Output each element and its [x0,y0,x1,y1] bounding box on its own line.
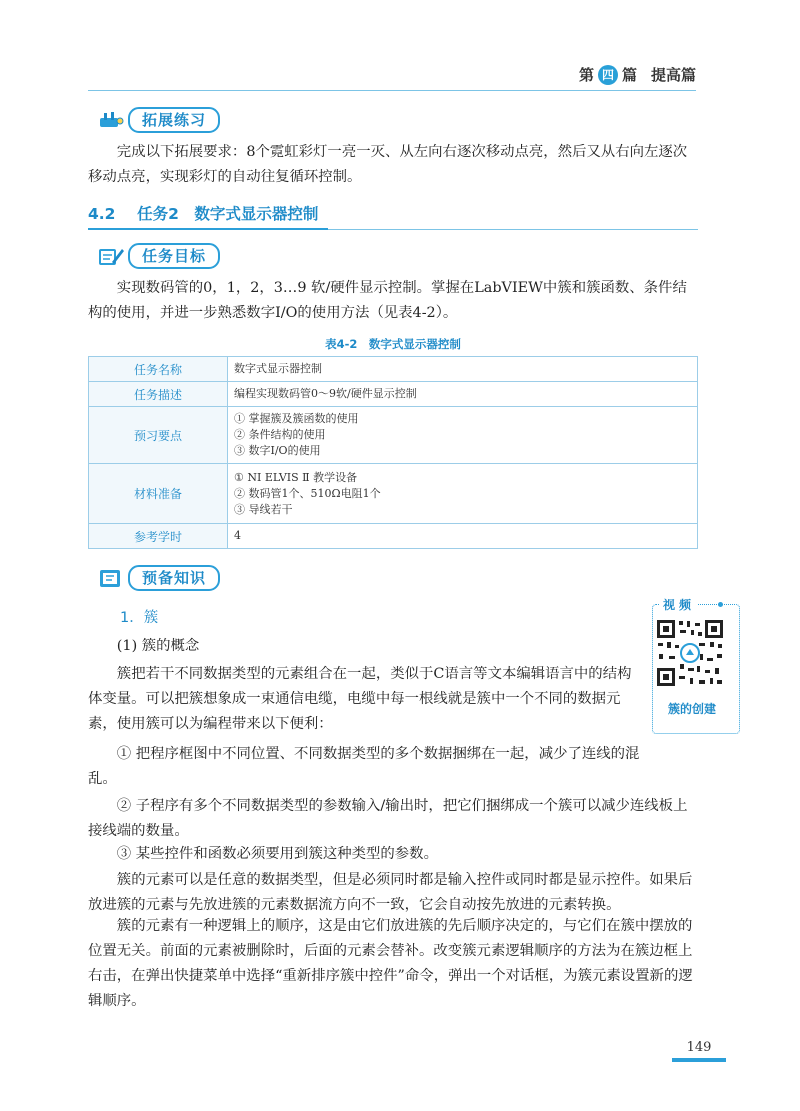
para-benefit-2: ② 子程序有多个不同数据类型的参数输入/输出时，把它们捆绑成一个簇可以减少连线板上接线端的数量。 [88,798,688,839]
row-value: 4 [228,524,698,549]
para-order: 簇的元素有一种逻辑上的顺序，这是由它们放进簇的先后顺序决定的，与它们在簇中摆放的位置无关。前面的元素被删除时，后面的元素会替补。改变簇元素逻辑顺序的方法为在簇边框上右击，在弹出快捷菜单中选择“重新排序簇中控件”命令，弹出一个对话框，为簇元素设置新的逻辑顺序。 [88,918,693,1009]
task-goal-badge [98,242,220,270]
row-value: 编程实现数码管0～9软/硬件显示控制 [228,382,698,407]
task-goal-text: 实现数码管的0，1，2，3…9 软/硬件显示控制。掌握在LabVIEW中簇和簇函数、条件结构的使用，并进一步熟悉数字I/O的使用方法（见表4-2）。 [88,280,687,321]
row-value: ① 掌握簇及簇函数的使用 ② 条件结构的使用 ③ 数字I/O的使用 [228,407,698,464]
section-title: 任务2 数字式显示器控制 [137,205,319,223]
section-number: 4.2 [88,205,116,223]
table-row [89,464,698,524]
page-number-bar [672,1058,726,1062]
row-key: 材料准备 [89,464,228,524]
task-table [88,356,698,549]
row-key: 参考学时 [89,524,228,549]
row-value: ① NI ELVIS Ⅱ 教学设备 ② 数码管1个、510Ω电阻1个 ③ 导线若干 [228,464,698,524]
para-benefit-1: ① 把程序框图中不同位置、不同数据类型的多个数据捆绑在一起，减少了连线的混乱。 [88,746,640,787]
tools-icon [98,109,124,131]
video-caption: 簇的创建 [667,702,716,716]
ext-practice-badge [98,106,220,134]
section-underline [88,228,328,230]
part-suffix: 篇 [621,66,637,84]
part-prefix: 第 [578,66,594,84]
ext-practice-text: 完成以下拓展要求：8个霓虹彩灯一亮一灭、从左向右逐次移动点亮，然后又从右向左逐次移动点亮，实现彩灯的自动往复循环控制。 [88,144,688,185]
part-number-circle: 四 [598,65,618,85]
table-row [89,407,698,464]
prep-knowledge-label: 预备知识 [128,565,220,591]
prep-knowledge-badge [98,564,220,592]
page-number: 149 [686,1040,712,1055]
header-divider [88,90,696,91]
subsection-title: 1．簇 [120,610,159,626]
video-label: 视频 [660,596,698,613]
running-header [579,64,696,85]
para-concept-heading: (1) 簇的概念 [116,638,200,654]
video-dot [718,602,723,607]
para-concept: 簇把若干不同数据类型的元素组合在一起，类似于C语言等文本编辑语言中的结构体变量。可以把簇想象成一束通信电缆，电缆中每一根线就是簇中一个不同的数据元素，使用簇可以为编程带来以下便利： [88,666,632,732]
table-row [89,357,698,382]
part-title: 提高篇 [650,66,696,84]
row-key: 任务描述 [89,382,228,407]
para-elements: 簇的元素可以是任意的数据类型，但是必须同时都是输入控件或同时都是显示控件。如果后放进簇的元素与先放进簇的元素数据流方向不一致，它会自动按先放进的元素转换。 [88,872,693,913]
section-heading [88,202,318,224]
row-key: 预习要点 [89,407,228,464]
ext-practice-label: 拓展练习 [128,107,220,133]
para-benefit-3: ③ 某些控件和函数必须要用到簇这种类型的参数。 [116,846,438,862]
section-rule [328,229,698,230]
task-goal-label: 任务目标 [128,243,220,269]
table-caption: 表4-2 数字式显示器控制 [325,337,461,351]
row-value: 数字式显示器控制 [228,357,698,382]
table-row [89,524,698,549]
book-icon [98,567,124,589]
table-row [89,382,698,407]
pencil-paper-icon [98,245,124,267]
row-key: 任务名称 [89,357,228,382]
